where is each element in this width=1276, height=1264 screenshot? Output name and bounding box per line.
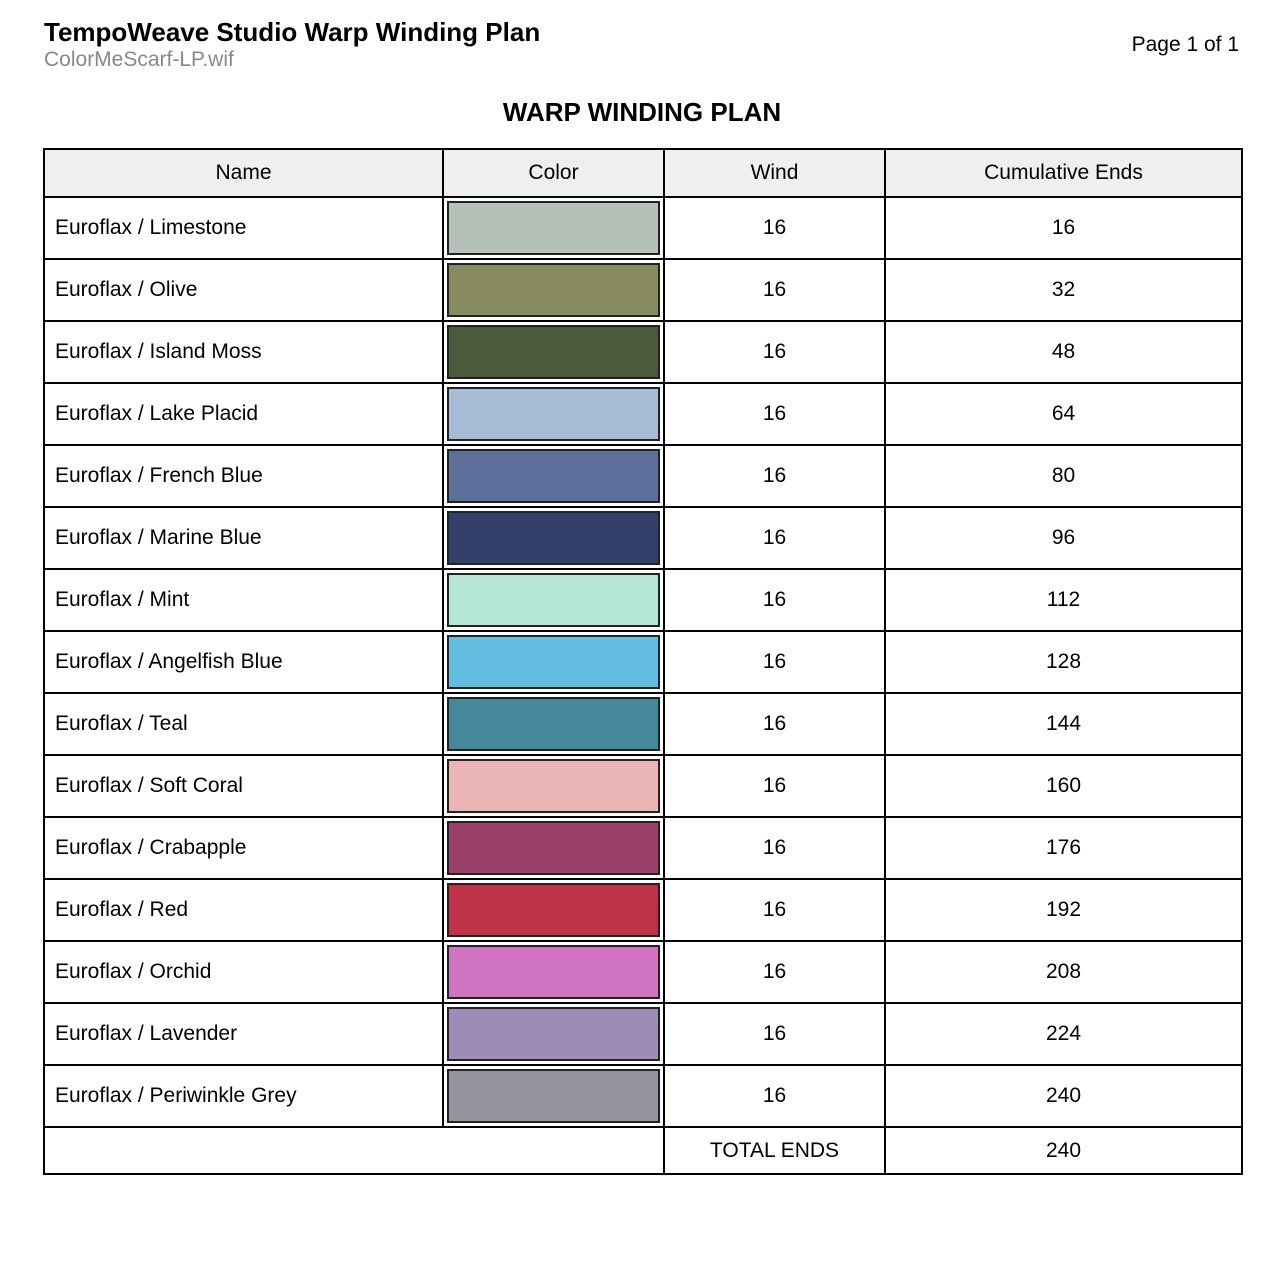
- table-row: [44, 507, 1242, 569]
- color-cell: [443, 693, 664, 755]
- color-swatch: [447, 883, 660, 937]
- color-swatch: [447, 573, 660, 627]
- color-cell: [443, 1065, 664, 1127]
- cumulative-ends: 96: [885, 507, 1242, 569]
- table-row: [44, 817, 1242, 879]
- color-swatch: [447, 821, 660, 875]
- color-cell: [443, 197, 664, 259]
- column-header-name: Name: [44, 149, 443, 197]
- table-row: [44, 1065, 1242, 1127]
- total-value: 240: [885, 1127, 1242, 1174]
- color-cell: [443, 445, 664, 507]
- table-row: [44, 755, 1242, 817]
- table-row: [44, 941, 1242, 1003]
- yarn-name: Euroflax / Lake Placid: [44, 383, 443, 445]
- table-row: [44, 383, 1242, 445]
- color-cell: [443, 507, 664, 569]
- cumulative-ends: 64: [885, 383, 1242, 445]
- wind-count: 16: [664, 445, 885, 507]
- yarn-name: Euroflax / Orchid: [44, 941, 443, 1003]
- cumulative-ends: 240: [885, 1065, 1242, 1127]
- yarn-name: Euroflax / Mint: [44, 569, 443, 631]
- cumulative-ends: 144: [885, 693, 1242, 755]
- cumulative-ends: 32: [885, 259, 1242, 321]
- color-swatch: [447, 759, 660, 813]
- table-body: [44, 197, 1242, 1127]
- color-swatch: [447, 449, 660, 503]
- yarn-name: Euroflax / Olive: [44, 259, 443, 321]
- wind-count: 16: [664, 383, 885, 445]
- table-row: [44, 693, 1242, 755]
- color-swatch: [447, 387, 660, 441]
- cumulative-ends: 80: [885, 445, 1242, 507]
- cumulative-ends: 192: [885, 879, 1242, 941]
- yarn-name: Euroflax / French Blue: [44, 445, 443, 507]
- yarn-name: Euroflax / Soft Coral: [44, 755, 443, 817]
- yarn-name: Euroflax / Angelfish Blue: [44, 631, 443, 693]
- color-cell: [443, 879, 664, 941]
- table-row: [44, 879, 1242, 941]
- wind-count: 16: [664, 1003, 885, 1065]
- color-swatch: [447, 945, 660, 999]
- app-title: TempoWeave Studio Warp Winding Plan: [44, 17, 541, 47]
- table-row: [44, 445, 1242, 507]
- color-cell: [443, 631, 664, 693]
- wind-count: 16: [664, 259, 885, 321]
- wind-count: 16: [664, 879, 885, 941]
- color-swatch: [447, 201, 660, 255]
- total-row: [44, 1127, 1242, 1174]
- color-cell: [443, 941, 664, 1003]
- yarn-name: Euroflax / Lavender: [44, 1003, 443, 1065]
- color-cell: [443, 569, 664, 631]
- document-heading: WARP WINDING PLAN: [502, 97, 782, 127]
- color-cell: [443, 817, 664, 879]
- cumulative-ends: 176: [885, 817, 1242, 879]
- cumulative-ends: 128: [885, 631, 1242, 693]
- wind-count: 16: [664, 197, 885, 259]
- yarn-name: Euroflax / Marine Blue: [44, 507, 443, 569]
- color-swatch: [447, 263, 660, 317]
- color-cell: [443, 383, 664, 445]
- total-blank-cell: [44, 1127, 664, 1174]
- file-name: ColorMeScarf-LP.wif: [44, 48, 234, 71]
- color-cell: [443, 1003, 664, 1065]
- cumulative-ends: 112: [885, 569, 1242, 631]
- wind-count: 16: [664, 817, 885, 879]
- color-swatch: [447, 635, 660, 689]
- cumulative-ends: 208: [885, 941, 1242, 1003]
- color-cell: [443, 321, 664, 383]
- color-swatch: [447, 511, 660, 565]
- table-row: [44, 569, 1242, 631]
- table-row: [44, 1003, 1242, 1065]
- color-cell: [443, 755, 664, 817]
- wind-count: 16: [664, 631, 885, 693]
- wind-count: 16: [664, 693, 885, 755]
- cumulative-ends: 16: [885, 197, 1242, 259]
- column-header-cumulative-ends: Cumulative Ends: [885, 149, 1242, 197]
- wind-count: 16: [664, 755, 885, 817]
- total-label: TOTAL ENDS: [664, 1127, 885, 1174]
- color-swatch: [447, 325, 660, 379]
- yarn-name: Euroflax / Island Moss: [44, 321, 443, 383]
- yarn-name: Euroflax / Crabapple: [44, 817, 443, 879]
- wind-count: 16: [664, 569, 885, 631]
- column-header-color: Color: [443, 149, 664, 197]
- color-swatch: [447, 1069, 660, 1123]
- wind-count: 16: [664, 941, 885, 1003]
- yarn-name: Euroflax / Red: [44, 879, 443, 941]
- table-row: [44, 259, 1242, 321]
- wind-count: 16: [664, 1065, 885, 1127]
- page-number: Page 1 of 1: [1131, 33, 1239, 56]
- color-swatch: [447, 697, 660, 751]
- color-swatch: [447, 1007, 660, 1061]
- table-row: [44, 197, 1242, 259]
- yarn-name: Euroflax / Teal: [44, 693, 443, 755]
- table-row: [44, 631, 1242, 693]
- cumulative-ends: 224: [885, 1003, 1242, 1065]
- wind-count: 16: [664, 507, 885, 569]
- yarn-name: Euroflax / Limestone: [44, 197, 443, 259]
- table-row: [44, 321, 1242, 383]
- cumulative-ends: 48: [885, 321, 1242, 383]
- column-header-wind: Wind: [664, 149, 885, 197]
- yarn-name: Euroflax / Periwinkle Grey: [44, 1065, 443, 1127]
- color-cell: [443, 259, 664, 321]
- wind-count: 16: [664, 321, 885, 383]
- warp-winding-table: [43, 148, 1243, 1175]
- cumulative-ends: 160: [885, 755, 1242, 817]
- table-header-row: [44, 149, 1242, 197]
